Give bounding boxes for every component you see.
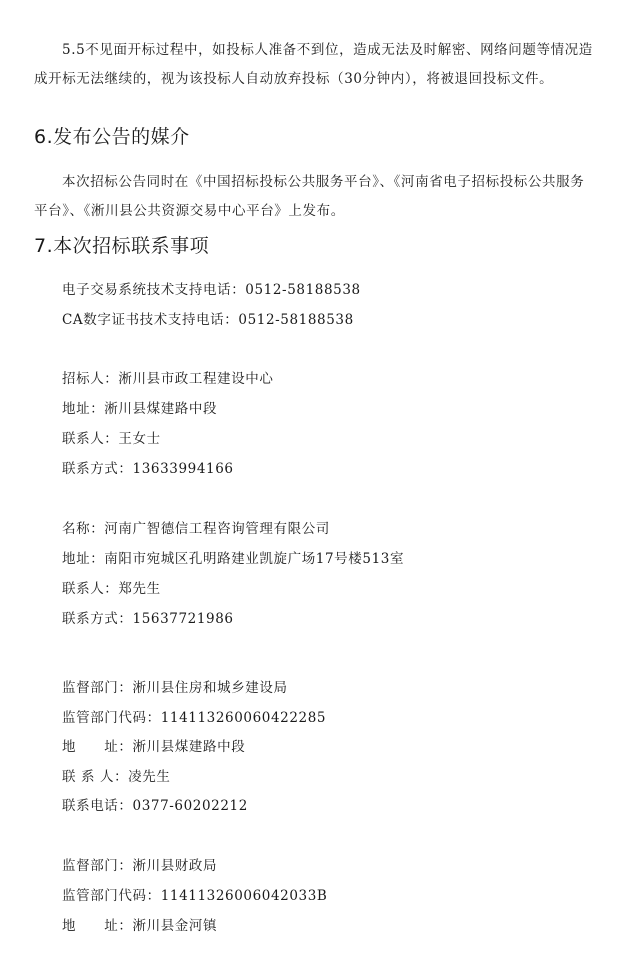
agency-phone: 联系方式：15637721986 [62,611,234,627]
section-5-5-paragraph: 5.5不见面开标过程中，如投标人准备不到位，造成无法及时解密、网络问题等情况造成开标无法继续的，视为该投标人自动放弃投标（30分钟内），将被退回投标文件。 [34,42,593,87]
tenderer-phone: 联系方式：13633994166 [62,461,234,477]
section-7-heading: 7.本次招标联系事项 [34,235,210,257]
supervisor-1-address: 地 址：淅川县煤建路中段 [62,739,246,755]
supervisor-2-dept: 监督部门：淅川县财政局 [62,858,218,874]
agency-contact: 联系人：郑先生 [62,581,161,597]
supervisor-2-code: 监管部门代码：11411326006042033B [62,888,328,904]
agency-address: 地址：南阳市宛城区孔明路建业凯旋广场17号楼513室 [62,551,405,567]
section-6-heading: 6.发布公告的媒介 [34,126,190,148]
supervisor-1-dept: 监督部门：淅川县住房和城乡建设局 [62,680,288,696]
tenderer-name: 招标人：淅川县市政工程建设中心 [62,371,274,387]
tenderer-contact: 联系人：王女士 [62,431,161,447]
supervisor-1-code: 监管部门代码：114113260060422285 [62,710,327,726]
tenderer-address: 地址：淅川县煤建路中段 [62,401,218,417]
supervisor-2-address: 地 址：淅川县金河镇 [62,918,218,934]
supervisor-1-phone: 联系电话：0377-60202212 [62,798,248,814]
agency-name: 名称：河南广智德信工程咨询管理有限公司 [62,521,330,537]
supervisor-1-contact: 联 系 人：凌先生 [62,769,171,785]
e-trade-support-phone: 电子交易系统技术支持电话：0512-58188538 [62,282,361,298]
section-6-paragraph: 本次招标公告同时在《中国招标投标公共服务平台》、《河南省电子招标投标公共服务平台》、《淅川县公共资源交易中心平台》上发布。 [34,174,585,219]
ca-cert-support-phone: CA数字证书技术支持电话：0512-58188538 [62,312,354,328]
